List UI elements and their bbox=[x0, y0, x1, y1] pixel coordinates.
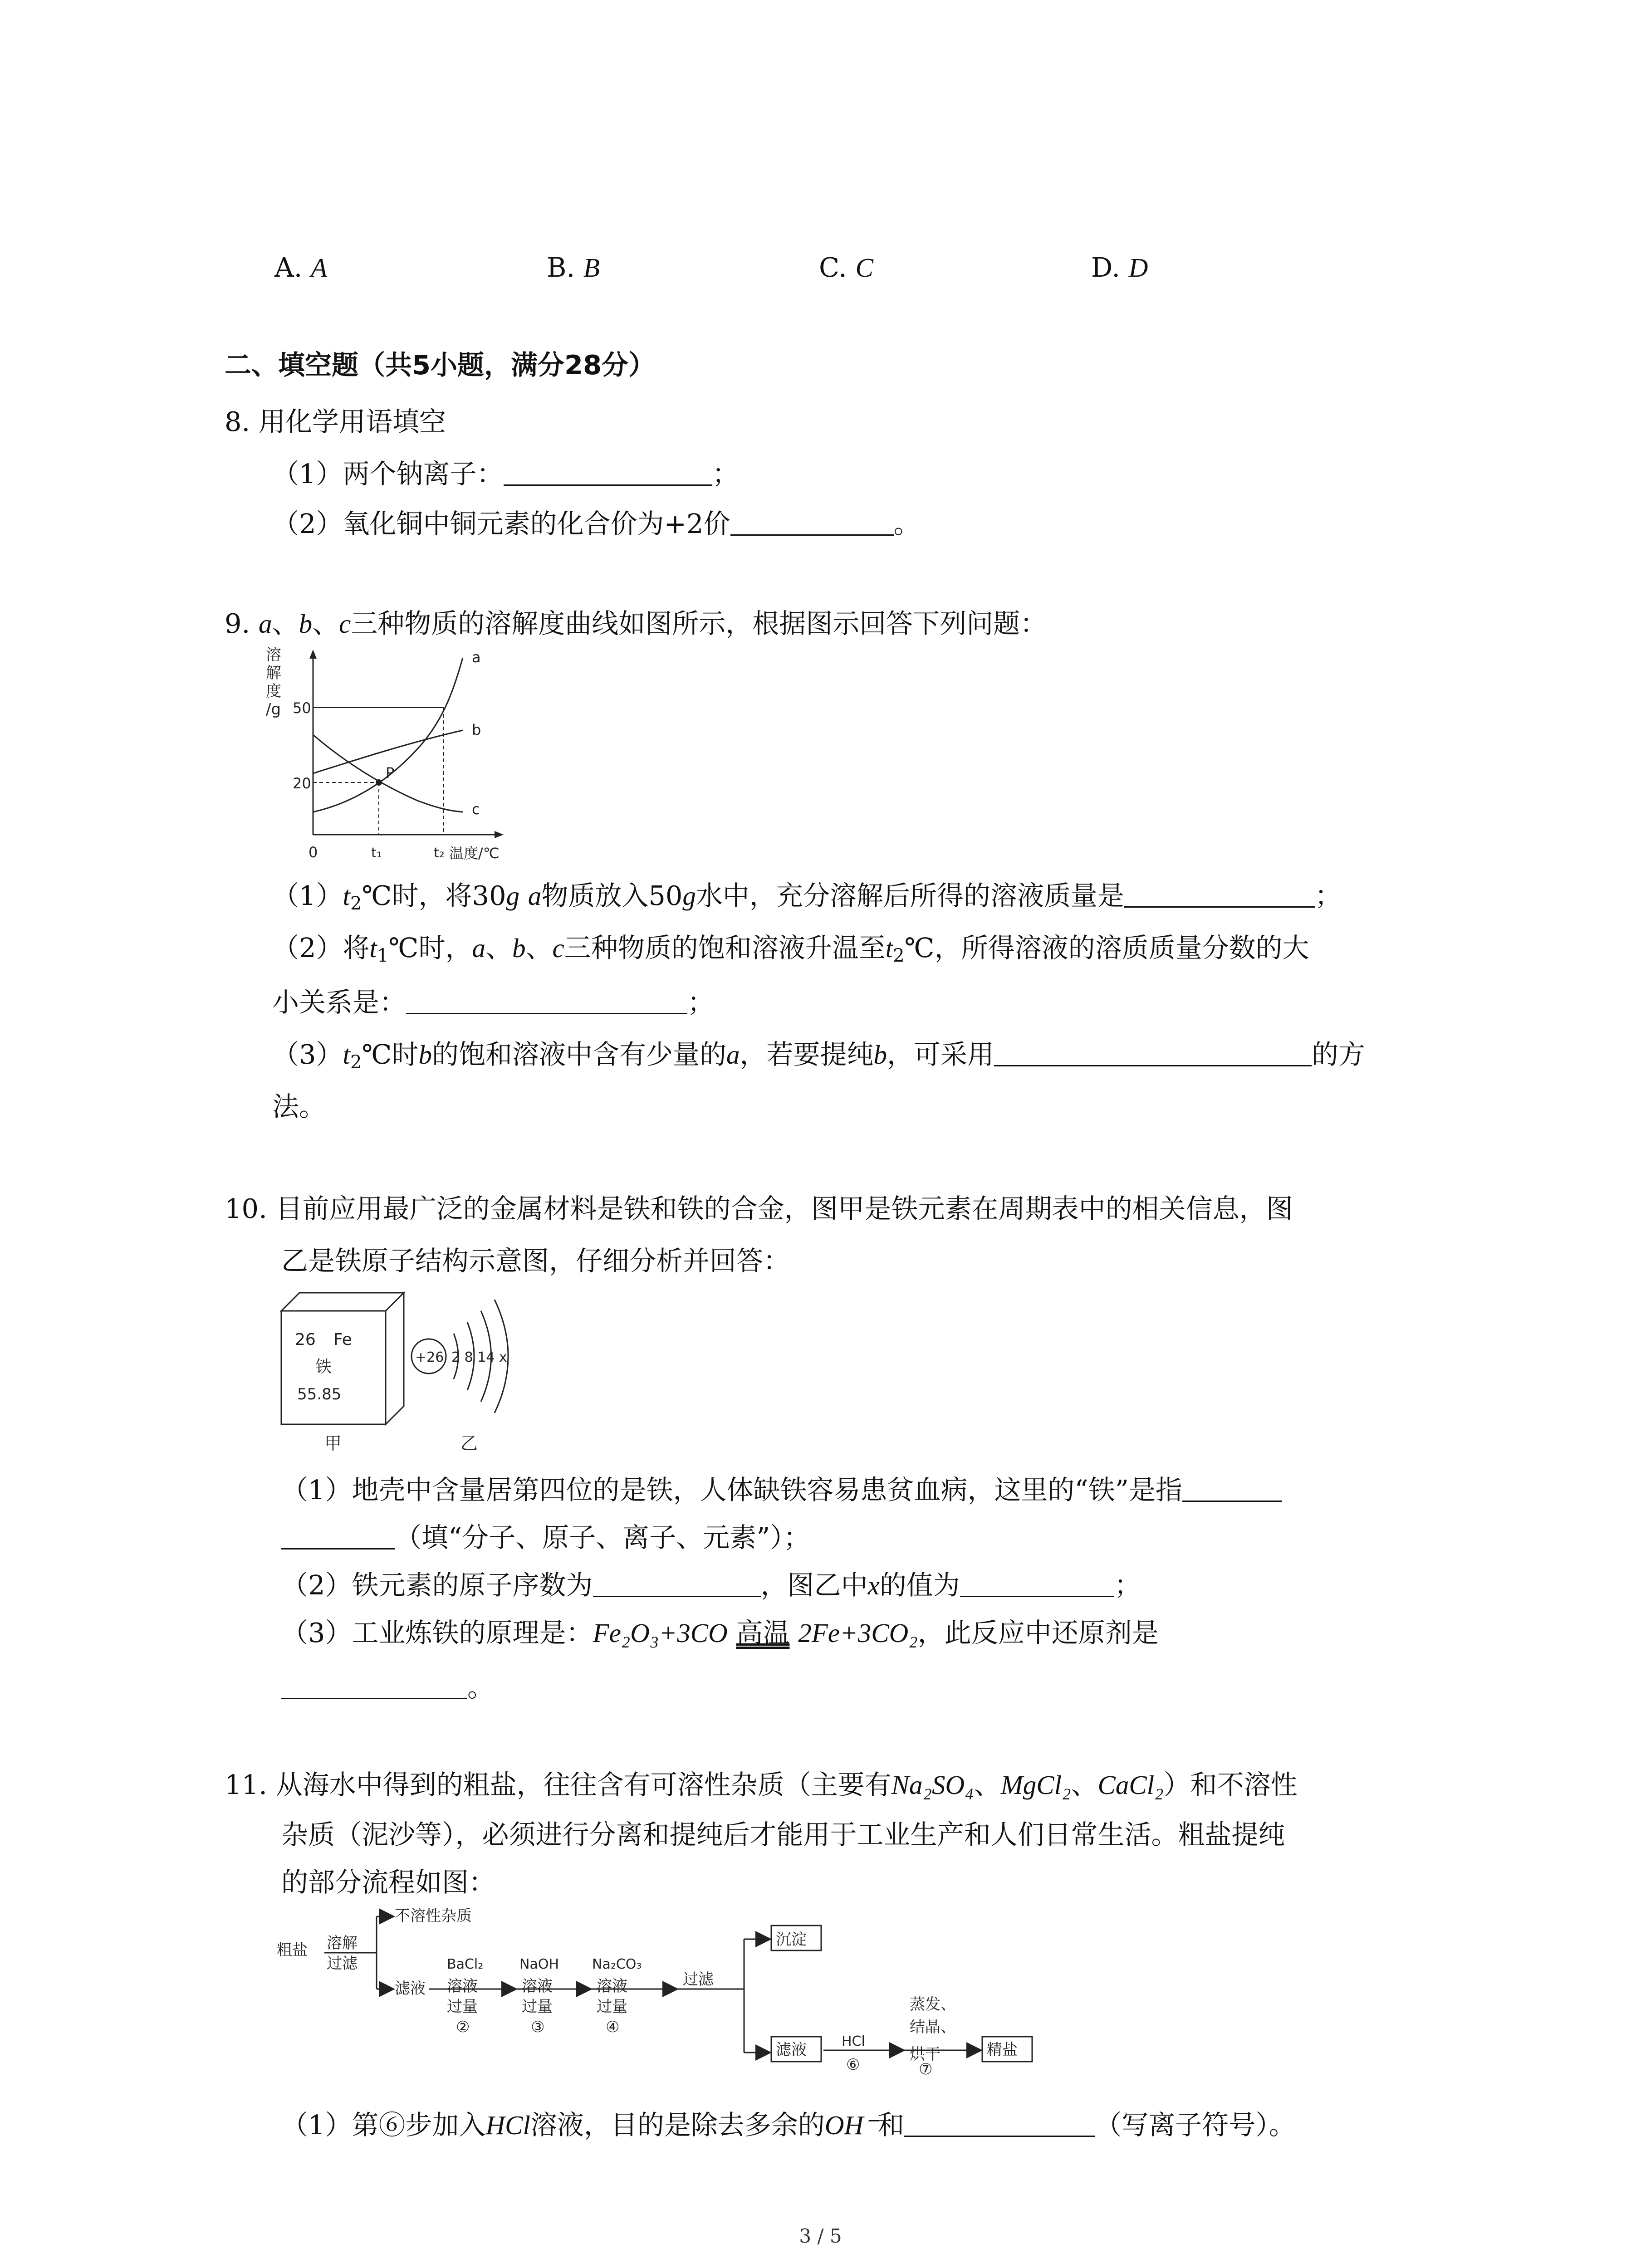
label-yi: 乙 bbox=[460, 1433, 478, 1453]
reagent-naoh-solution: 溶液 bbox=[522, 1977, 553, 1995]
step-6: ⑥ bbox=[846, 2056, 860, 2074]
flow-dissolve: 溶解 bbox=[327, 1934, 358, 1952]
q9-part2: （2）将$t_1℃$时，a、b、c三种物质的饱和溶液升温至$t_2℃$，所得溶液的溶质质量分数的大 bbox=[272, 932, 1309, 967]
answer-blank[interactable] bbox=[593, 1569, 761, 1597]
q10-part1: （1）地壳中含量居第四位的是铁，人体缺铁容易患贫血病，这里的“铁”是指 bbox=[281, 1472, 1282, 1508]
reagent-na2co3-solution: 溶液 bbox=[597, 1977, 627, 1995]
answer-blank[interactable] bbox=[960, 1569, 1114, 1597]
answer-blank[interactable] bbox=[504, 457, 712, 486]
q8-part1: （1）两个钠离子： ； bbox=[272, 458, 739, 489]
curve-c-label: c bbox=[472, 801, 480, 818]
option-b: B. B bbox=[547, 252, 600, 283]
y-axis-label bbox=[266, 646, 281, 719]
q10-stem-1: 10. 目前应用最广泛的金属材料是铁和铁的合金，图甲是铁元素在周期表中的相关信息，图 bbox=[225, 1193, 1293, 1224]
flow-insoluble: 不溶性杂质 bbox=[395, 1907, 472, 1925]
atomic-mass: 55.85 bbox=[297, 1385, 342, 1403]
evap-2: 结晶、 bbox=[910, 2018, 956, 2036]
q10-stem-2: 乙是铁原子结构示意图，仔细分析并回答： bbox=[281, 1245, 790, 1276]
answer-blank[interactable] bbox=[1124, 879, 1315, 908]
evap-1: 蒸发、 bbox=[910, 1995, 956, 2014]
x-tick-t2: t₂ bbox=[434, 845, 445, 861]
flow-product: 精盐 bbox=[987, 2041, 1018, 2059]
answer-blank[interactable] bbox=[406, 986, 687, 1014]
x-tick-t1: t₁ bbox=[371, 845, 382, 861]
q9-part1: $(1)t_2℃$时，将30g a物质放入50g水中，充分溶解后所得的溶液质量是 ； bbox=[272, 880, 1342, 914]
reagent-bacl2: BaCl₂ bbox=[447, 1956, 484, 1972]
answer-blank[interactable] bbox=[730, 507, 894, 536]
y-tick-20: 20 bbox=[293, 775, 311, 792]
y-axis-arrow bbox=[309, 650, 317, 659]
evap-3: 烘干 bbox=[910, 2045, 941, 2063]
q11-stem-1: 11. 从海水中得到的粗盐，往往含有可溶性杂质（主要有Na₂SO₄、MgCl₂、CaCl₂）和不溶性 bbox=[225, 1769, 1298, 1800]
answer-blank[interactable] bbox=[904, 2108, 1095, 2137]
equation-condition: 高温 bbox=[736, 1617, 790, 1648]
answer-blank[interactable] bbox=[994, 1038, 1312, 1066]
atomic-number: 26 bbox=[295, 1330, 316, 1349]
curve-a bbox=[313, 658, 463, 812]
q10-part3-cont: 。 bbox=[281, 1669, 494, 1706]
q10-part1-cont: （填“分子、原子、离子、元素”）； bbox=[281, 1520, 810, 1556]
reagent-na2co3: Na₂CO₃ bbox=[592, 1956, 642, 1972]
purification-flowchart bbox=[277, 1903, 1066, 2075]
flow-filter-2: 过滤 bbox=[683, 1970, 714, 1989]
step-4: ④ bbox=[606, 2018, 620, 2036]
y-axis-label-char: 溶 bbox=[266, 646, 281, 664]
element-symbol: Fe bbox=[333, 1330, 352, 1349]
curve-a-label: a bbox=[472, 649, 481, 666]
option-d: D. D bbox=[1091, 252, 1148, 283]
step-3: ③ bbox=[531, 2018, 545, 2036]
q10-part3: （3）工业炼铁的原理是：Fe₂O₃+3CO 高温 2Fe+3CO₂，此反应中还原剂是 bbox=[281, 1617, 1159, 1648]
flow-filtrate-1: 滤液 bbox=[395, 1980, 426, 1998]
atom-structure bbox=[411, 1300, 508, 1413]
y-axis-label-char: /g bbox=[266, 700, 281, 719]
q9-stem: 9. a、b、c三种物质的溶解度曲线如图所示，根据图示回答下列问题： bbox=[225, 608, 1047, 639]
point-p bbox=[376, 779, 382, 786]
nucleus-charge: +26 bbox=[415, 1349, 444, 1365]
flow-start: 粗盐 bbox=[277, 1941, 308, 1959]
reagent-naoh-excess: 过量 bbox=[522, 1998, 553, 2016]
y-axis-label-char: 解 bbox=[266, 664, 281, 682]
option-c: C. C bbox=[819, 252, 873, 283]
q10-part2: （2）铁元素的原子序数为 ，图乙中x的值为 ； bbox=[281, 1569, 1141, 1601]
q11-stem-3: 的部分流程如图： bbox=[281, 1867, 496, 1898]
equation-lhs: Fe₂O₃+3CO bbox=[593, 1618, 728, 1648]
reagent-naoh: NaOH bbox=[519, 1956, 559, 1972]
flow-precipitate: 沉淀 bbox=[776, 1931, 807, 1949]
label-jia: 甲 bbox=[324, 1433, 342, 1453]
point-p-label: P bbox=[386, 764, 395, 782]
x-axis-arrow bbox=[495, 831, 504, 838]
reagent-bacl2-solution: 溶液 bbox=[447, 1977, 478, 1995]
y-axis-label-char: 度 bbox=[266, 682, 281, 700]
q9-part3: $(3)t_2℃$时b的饱和溶液中含有少量的a，若要提纯b，可采用 的方 bbox=[272, 1039, 1366, 1073]
q11-part1: （1）第⑥步加入HCl溶液，目的是除去多余的OH⁻和 （写离子符号）。 bbox=[281, 2109, 1296, 2141]
step-7: ⑦ bbox=[919, 2060, 933, 2075]
q9-part3-cont: 法。 bbox=[272, 1091, 326, 1122]
x-axis-label: 温度/℃ bbox=[449, 845, 500, 862]
answer-blank[interactable] bbox=[1182, 1473, 1282, 1502]
q9-part2-cont: 小关系是： ； bbox=[272, 987, 715, 1018]
q8-part2: （2）氧化铜中铜元素的化合价为+2价 。 bbox=[272, 508, 921, 539]
curve-b-label: b bbox=[472, 721, 481, 738]
origin-label: 0 bbox=[309, 844, 318, 861]
periodic-cell bbox=[281, 1293, 404, 1424]
element-name: 铁 bbox=[315, 1358, 332, 1376]
step-2: ② bbox=[456, 2018, 470, 2036]
equation-rhs: 2Fe+3CO₂ bbox=[798, 1618, 918, 1648]
page-number: 3 / 5 bbox=[799, 2225, 842, 2247]
solubility-chart bbox=[263, 644, 517, 862]
flow-filtrate-2: 滤液 bbox=[776, 2041, 807, 2059]
iron-figure bbox=[277, 1284, 603, 1456]
option-a: A. A bbox=[274, 252, 328, 283]
reagent-bacl2-excess: 过量 bbox=[447, 1998, 478, 2016]
answer-blank[interactable] bbox=[281, 1521, 395, 1549]
electron-shells: 2 8 14 x bbox=[451, 1349, 507, 1365]
reagent-na2co3-excess: 过量 bbox=[597, 1998, 627, 2016]
answer-blank[interactable] bbox=[281, 1671, 467, 1699]
flow-filter: 过滤 bbox=[327, 1955, 358, 1973]
reagent-hcl: HCl bbox=[842, 2033, 865, 2049]
q8-stem: 8. 用化学用语填空 bbox=[225, 406, 446, 437]
section-title: 二、填空题（共5小题，满分28分） bbox=[225, 349, 656, 381]
q11-stem-2: 杂质（泥沙等），必须进行分离和提纯后才能用于工业生产和人们日常生活。粗盐提纯 bbox=[281, 1819, 1285, 1850]
y-tick-50: 50 bbox=[293, 699, 311, 717]
